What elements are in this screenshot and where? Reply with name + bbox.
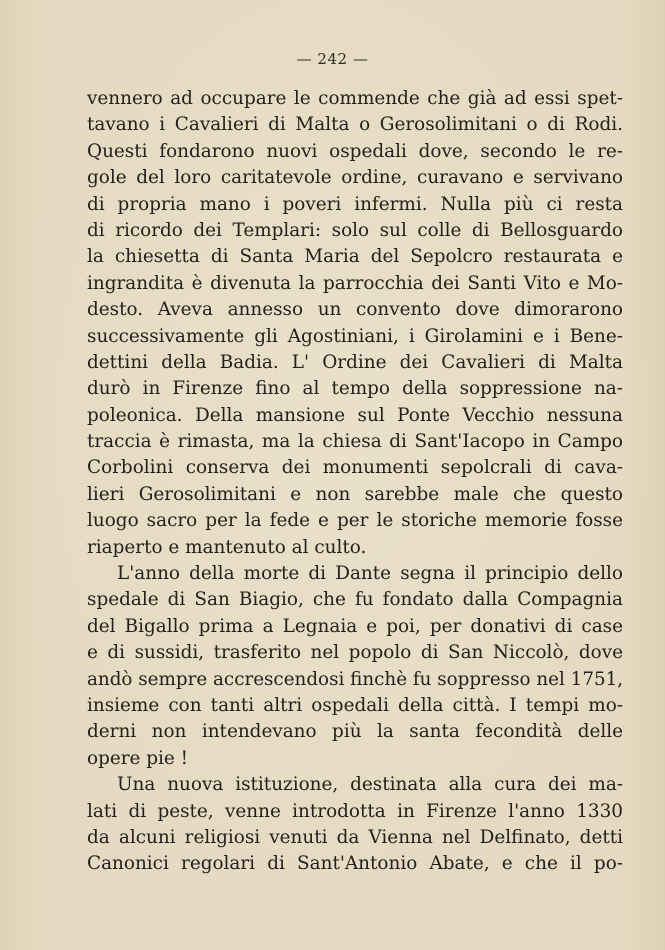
- text-line: andò sempre accrescendosi finchè fu soppresso nel 1751,: [87, 668, 624, 690]
- text-line: dettini della Badia. L' Ordine dei Cavalieri di Malta: [87, 351, 623, 373]
- text-line: successivamente gli Agostiniani, i Girolamini e i Bene-: [87, 325, 623, 347]
- text-line: Canonici regolari di Sant'Antonio Abate, e che il po-: [87, 853, 623, 875]
- text-line: poleonica. Della mansione sul Ponte Vecchio nessuna: [87, 404, 623, 426]
- text-line: lieri Gerosolimitani e non sarebbe male che questo: [87, 483, 623, 505]
- text-line: vennero ad occupare le commende che già ad essi spet-: [87, 88, 623, 109]
- paragraph-2: [87, 561, 623, 772]
- text-line: e di sussidi, trasferito nel popolo di San Niccolò, dove: [87, 642, 623, 664]
- text-line: durò in Firenze fino al tempo della soppressione na-: [87, 378, 623, 400]
- text-line: ingrandita è divenuta la parrocchia dei Santi Vito e Mo-: [87, 272, 623, 294]
- text-line: riaperto e mantenuto al culto.: [87, 536, 367, 558]
- text-line: desto. Aveva annesso un convento dove dimorarono: [87, 299, 623, 321]
- text-line: spedale di San Biagio, che fu fondato dalla Compagnia: [87, 589, 623, 611]
- paragraph-1: [87, 86, 623, 561]
- text-line: L'anno della morte di Dante segna il principio dello: [117, 563, 623, 585]
- text-line: Corbolini conserva dei monumenti sepolcrali di cava-: [87, 457, 623, 479]
- text-line: derni non intendevano più la santa fecondità delle: [87, 721, 623, 743]
- text-line: luogo sacro per la fede e per le storiche memorie fosse: [87, 510, 623, 532]
- text-line: da alcuni religiosi venuti da Vienna nel Delfinato, detti: [87, 826, 623, 848]
- text-line: traccia è rimasta, ma la chiesa di Sant'Iacopo in Campo: [87, 431, 623, 453]
- text-line: del Bigallo prima a Legnaia e poi, per donativi di case: [87, 615, 623, 637]
- text-line: la chiesetta di Santa Maria del Sepolcro restaurata e: [87, 246, 623, 268]
- text-line: di propria mano i poveri infermi. Nulla più ci resta: [87, 193, 623, 215]
- text-line: di ricordo dei Templari: solo sul colle di Bellosguardo: [87, 219, 623, 241]
- text-line: Questi fondarono nuovi ospedali dove, secondo le re-: [87, 140, 623, 162]
- text-line: lati di peste, venne introdotta in Firenze l'anno 1330: [87, 800, 623, 822]
- page-number: — 242 —: [296, 50, 369, 68]
- text-line: gole del loro caritatevole ordine, curavano e servivano: [87, 167, 623, 189]
- text-line: tavano i Cavalieri di Malta o Gerosolimitani o di Rodi.: [87, 114, 623, 136]
- text-line: Una nuova istituzione, destinata alla cura dei ma-: [117, 774, 623, 796]
- paragraph-3: [87, 772, 623, 878]
- body-text: [87, 86, 623, 878]
- text-line: opere pie !: [87, 747, 189, 769]
- text-line: insieme con tanti altri ospedali della città. I tempi mo-: [87, 694, 623, 716]
